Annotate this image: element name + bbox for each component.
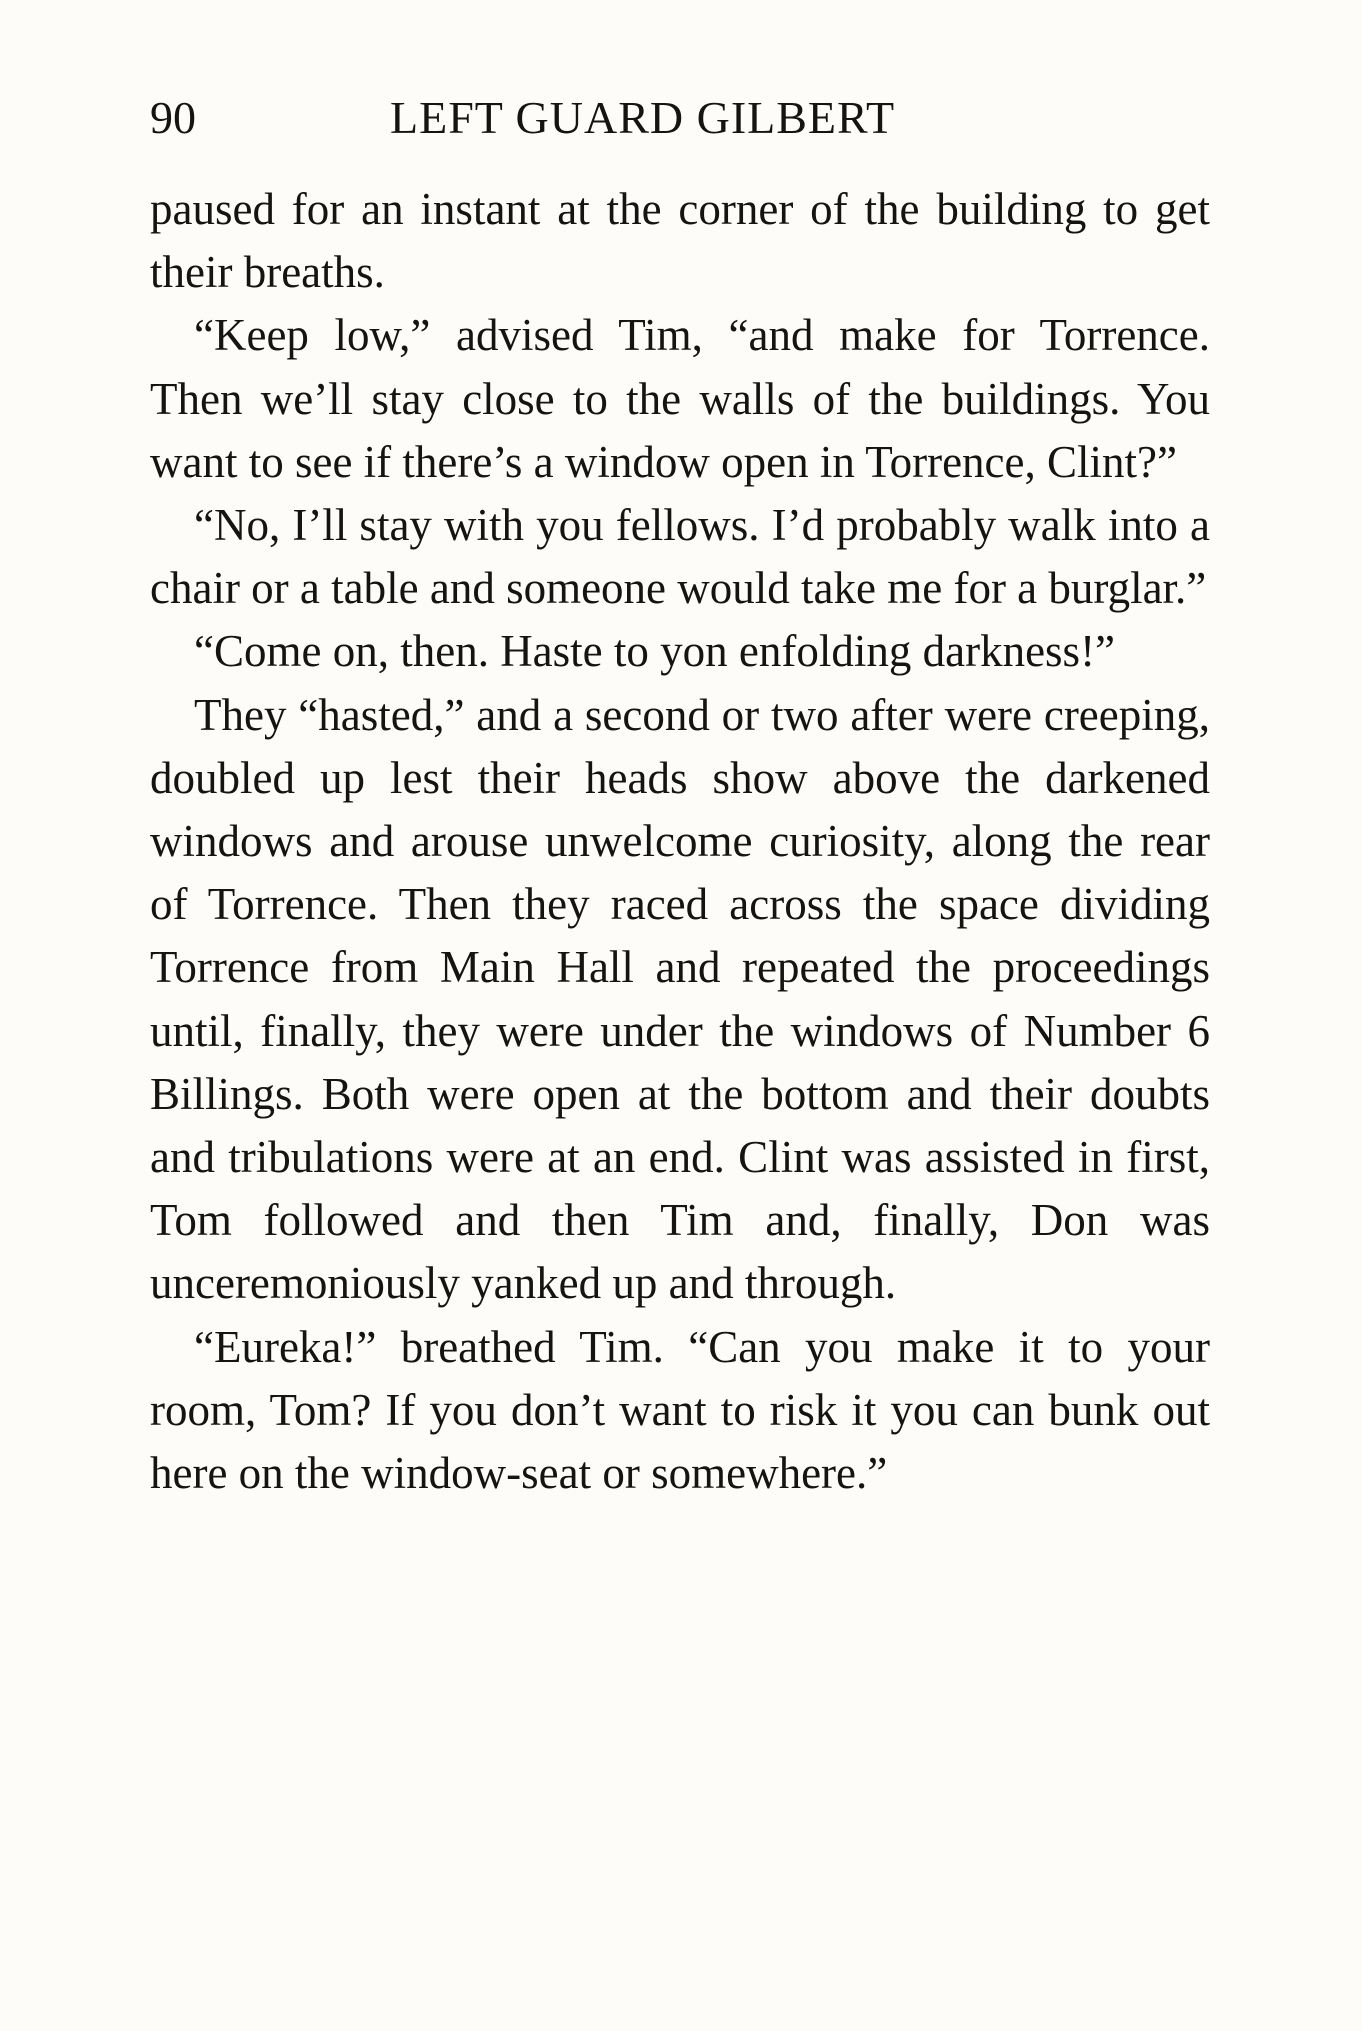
page-number: 90 (150, 92, 196, 143)
running-title: LEFT GUARD GILBERT (390, 92, 896, 143)
paragraph-continuation: paused for an instant at the corner of the building to get their breaths. (150, 184, 1210, 298)
paragraph: “Come on, then. Haste to yon enfolding darkness!” (194, 626, 1116, 677)
running-head (150, 88, 1210, 148)
paragraph: “Keep low,” advised Tim, “and make for Torrence. Then we’ll stay close to the walls of the buildings. You want to see if there’s a window open in Torrence, Clint?” (150, 310, 1210, 487)
paragraph: “Eureka!” breathed Tim. “Can you make it to your room, Tom? If you don’t want to risk it you can bunk out here on the window-seat or somewhere.” (150, 1321, 1210, 1499)
paragraph: “No, I’ll stay with you fellows. I’d probably walk into a chair or a table and someone would take me for a burglar.” (150, 500, 1210, 614)
paragraph: They “hasted,” and a second or two after were creeping, doubled up lest their heads show above the darkened windows and arouse unwelcome curiosity, along the rear of Torrence. Then they raced across the space dividing Torrence from Main Hall and repeated the proceedings until, finally, they were under the windows of Number 6 Billings. Both were open at the bottom and their doubts and tribulations were at an end. Clint was assisted in first, Tom followed and then Tim and, finally, Don was unceremoniously yanked up and through. (150, 689, 1210, 1309)
body-text (150, 178, 1210, 1505)
